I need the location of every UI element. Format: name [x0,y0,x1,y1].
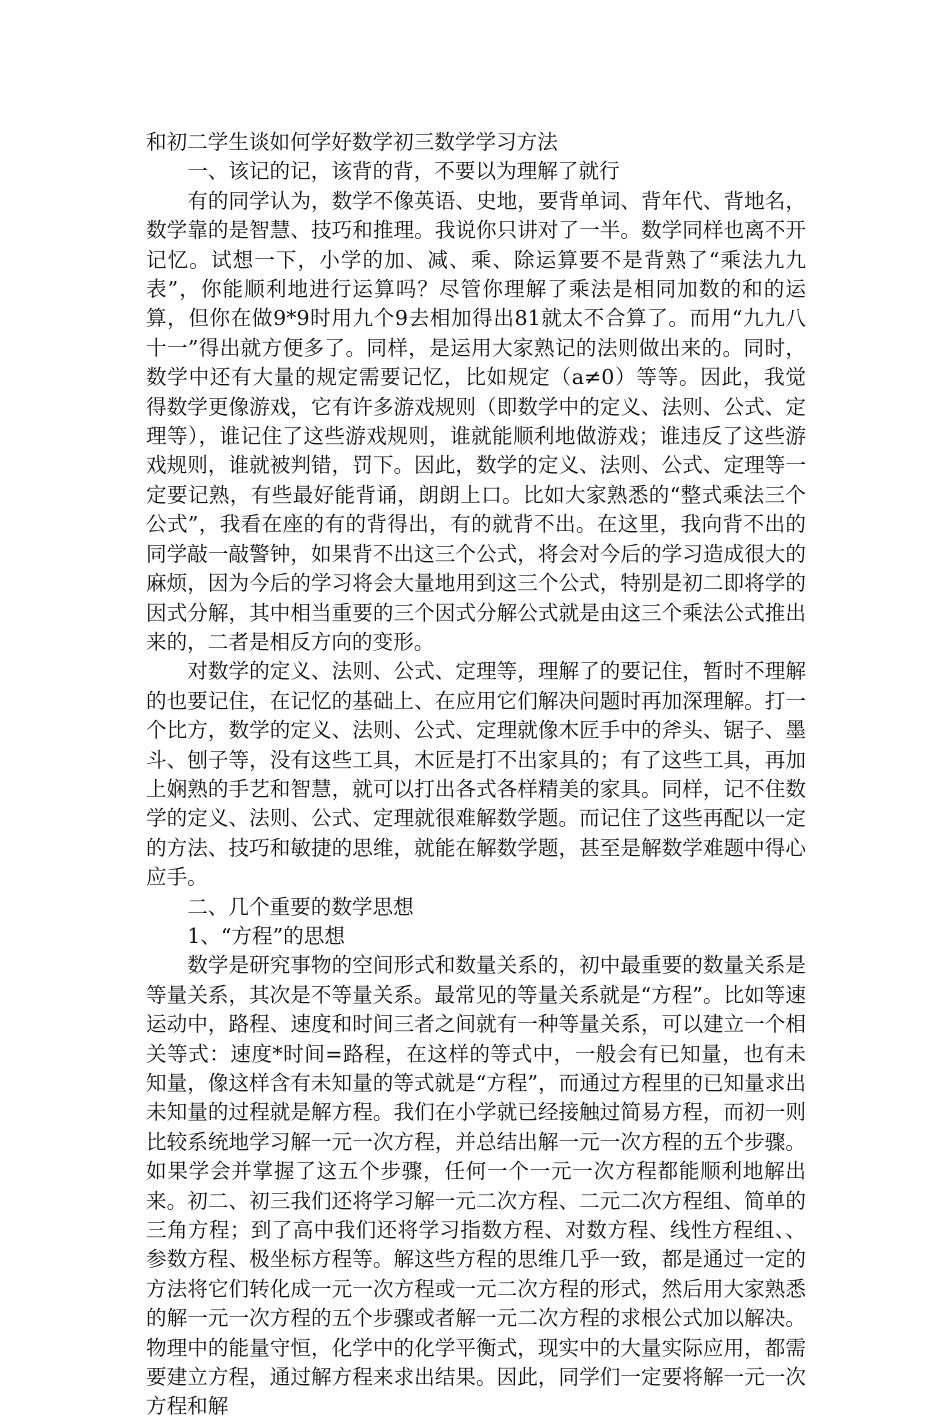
subsection-heading-1: 1、“方程”的思想 [187,923,345,948]
section-heading-1: 一、该记的记，该背的背，不要以为理解了就行 [187,159,620,184]
document-page [146,128,806,1422]
body-paragraph-2: 对数学的定义、法则、公式、定理等，理解了的要记住，暂时不理解的也要记住，在记忆的基础上、在应用它们解决问题时再加深理解。打一个比方，数学的定义、法则、公式、定理就像木匠手中的斧头、锯子、墨斗、刨子等，没有这些工具，木匠是打不出家具的；有了这些工具，再加上娴熟的手艺和智慧，就可以打出各式各样精美的家具。同样，记不住数学的定义、法则、公式、定理就很难解数学题。而记住了这些再配以一定的方法、技巧和敏捷的思维，就能在解数学题，甚至是解数学难题中得心应手。 [146,659,806,890]
section-heading-2: 二、几个重要的数学思想 [187,894,414,919]
body-paragraph-1: 有的同学认为，数学不像英语、史地，要背单词、背年代、背地名，数学靠的是智慧、技巧和推理。我说你只讲对了一半。数学同样也离不开记忆。试想一下，小学的加、减、乘、除运算要不是背熟了“乘法九九表”，你能顺利地进行运算吗？尽管你理解了乘法是相同加数的和的运算，但你在做9*9时用九个9去相加得出81就太不合算了。而用“九九八十一”得出就方便多了。同样，是运用大家熟记的法则做出来的。同时，数学中还有大量的规定需要记忆，比如规定（a≠0）等等。因此，我觉得数学更像游戏，它有许多游戏规则（即数学中的定义、法则、公式、定理等），谁记住了这些游戏规则，谁就能顺利地做游戏；谁违反了这些游戏规则，谁就被判错，罚下。因此，数学的定义、法则、公式、定理等一定要记熟，有些最好能背诵，朗朗上口。比如大家熟悉的“整式乘法三个公式”，我看在座的有的背得出，有的就背不出。在这里，我向背不出的同学敲一敲警钟，如果背不出这三个公式，将会对今后的学习造成很大的麻烦，因为今后的学习将会大量地用到这三个公式，特别是初二即将学的因式分解，其中相当重要的三个因式分解公式就是由这三个乘法公式推出来的，二者是相反方向的变形。 [146,188,806,654]
document-title: 和初二学生谈如何学好数学初三数学学习方法 [146,130,558,154]
body-paragraph-3: 数学是研究事物的空间形式和数量关系的，初中最重要的数量关系是等量关系，其次是不等量关系。最常见的等量关系就是“方程”。比如等速运动中，路程、速度和时间三者之间就有一种等量关系，可以建立一个相关等式：速度*时间=路程，在这样的等式中，一般会有已知量，也有未知量，像这样含有未知量的等式就是“方程”，而通过方程里的已知量求出未知量的过程就是解方程。我们在小学就已经接触过简易方程，而初一则比较系统地学习解一元一次方程，并总结出解一元一次方程的五个步骤。如果学会并掌握了这五个步骤，任何一个一元一次方程都能顺利地解出来。初二、初三我们还将学习解一元二次方程、二元二次方程组、简单的三角方程；到了高中我们还将学习指数方程、对数方程、线性方程组、、参数方程、极坐标方程等。解这些方程的思维几乎一致，都是通过一定的方法将它们转化成一元一次方程或一元二次方程的形式，然后用大家熟悉的解一元一次方程的五个步骤或者解一元二次方程的求根公式加以解决。物理中的能量守恒，化学中的化学平衡式，现实中的大量实际应用，都需要建立方程，通过解方程来求出结果。因此，同学们一定要将解一元一次方程和解 [146,953,806,1419]
